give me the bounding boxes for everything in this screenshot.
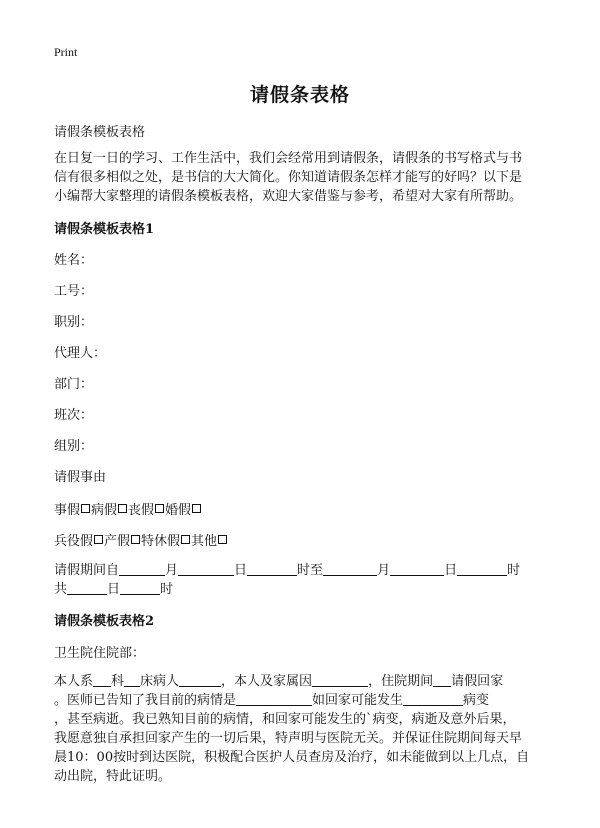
blank-bed[interactable]	[124, 673, 140, 687]
period-label: 请假期间自	[54, 563, 120, 578]
intro-paragraph	[54, 149, 548, 206]
leave-period	[54, 561, 548, 599]
blank-department[interactable]	[93, 673, 111, 687]
period-day-3: 日	[107, 582, 121, 597]
field-shift: 班次：	[54, 408, 94, 423]
leave-period-line-2	[54, 580, 548, 599]
checkbox-marriage[interactable]	[192, 504, 201, 513]
leave-reason-label: 请假事由	[54, 470, 107, 485]
body-line-2	[54, 691, 548, 710]
intro-line-3: 小编帮大家整理的请假条模板表格，欢迎大家借鉴与参考，希望对大家有所帮助。	[54, 189, 523, 204]
checkbox-special[interactable]	[181, 535, 190, 544]
checkbox-maternity[interactable]	[131, 535, 140, 544]
intro-subtitle: 请假条模板表格	[54, 125, 146, 140]
body-text-6: 请假回家	[451, 674, 504, 689]
section1-heading: 请假条模板表格1	[54, 222, 155, 237]
body-line-1	[54, 672, 548, 691]
leave-type-marriage: 婚假	[165, 503, 192, 518]
period-day-1: 日	[234, 563, 248, 578]
leave-type-maternity: 产假	[104, 534, 131, 549]
body-line-5: 晨10：00按时到达医院，积极配合医护人员查房及治疗，如未能做到以上几点，自	[54, 750, 530, 765]
field-department: 部门：	[54, 377, 94, 392]
blank-from-hour[interactable]	[247, 562, 297, 576]
print-label: Print	[54, 45, 78, 59]
body-text-5: ，住院期间	[368, 674, 434, 689]
field-agent: 代理人：	[54, 346, 107, 361]
leave-type-bereavement: 丧假	[128, 503, 155, 518]
document-title: 请假条表格	[249, 84, 350, 106]
body-text-4: ，本人及家属因	[221, 674, 313, 689]
blank-to-day[interactable]	[390, 562, 444, 576]
period-hour-to: 时至	[297, 563, 324, 578]
checkbox-bereavement[interactable]	[155, 504, 164, 513]
period-hour-1: 时	[507, 563, 521, 578]
addressee: 卫生院住院部：	[54, 646, 146, 661]
intro-line-2: 信有很多相似之处，是书信的大大简化。你知道请假条怎样才能写的好吗？以下是	[54, 170, 523, 185]
blank-total-hours[interactable]	[120, 581, 160, 595]
leave-type-other: 其他	[191, 534, 218, 549]
period-month-2: 月	[377, 563, 391, 578]
leave-type-military: 兵役假	[54, 534, 94, 549]
blank-to-month[interactable]	[323, 562, 377, 576]
section2-heading: 请假条模板表格2	[54, 614, 155, 629]
blank-from-day[interactable]	[178, 562, 234, 576]
blank-period[interactable]	[433, 673, 451, 687]
body-text-1: 本人系	[54, 674, 94, 689]
body-line-6: 动出院，特此证明。	[54, 769, 172, 784]
leave-types-row-2	[54, 530, 228, 549]
checkbox-personal[interactable]	[81, 504, 90, 513]
blank-from-month[interactable]	[119, 562, 165, 576]
leave-types-row-1	[54, 499, 202, 518]
field-group: 组别：	[54, 439, 94, 454]
field-name: 姓名：	[54, 253, 94, 268]
leave-period-line-1	[54, 561, 548, 580]
body-text-2: 科	[111, 674, 125, 689]
section2-body	[54, 672, 548, 786]
checkbox-military[interactable]	[94, 535, 103, 544]
field-position: 职别：	[54, 315, 94, 330]
body-line-4: 我愿意独自承担回家产生的一切后果，特声明与医院无关。并保证住院期间每天早	[54, 731, 523, 746]
checkbox-other[interactable]	[218, 535, 227, 544]
blank-total-days[interactable]	[67, 581, 107, 595]
body-text-7: 。医师已告知了我目前的病情是	[54, 693, 237, 708]
blank-reason[interactable]	[312, 673, 368, 687]
body-text-3: 床病人	[140, 674, 180, 689]
period-total: 共	[54, 582, 68, 597]
leave-type-personal: 事假	[54, 503, 81, 518]
body-text-8: 如回家可能发生	[312, 693, 404, 708]
period-day-2: 日	[444, 563, 458, 578]
blank-to-hour[interactable]	[457, 562, 507, 576]
body-text-9: 病变	[463, 693, 490, 708]
blank-possible[interactable]	[403, 692, 463, 706]
blank-condition[interactable]	[236, 692, 312, 706]
body-line-3: ，甚至病逝。我已熟知目前的病情，和回家可能发生的`病变，病逝及意外后果，	[54, 712, 516, 727]
period-month-1: 月	[165, 563, 179, 578]
intro-line-1: 在日复一日的学习、工作生活中，我们会经常用到请假条，请假条的书写格式与书	[54, 151, 523, 166]
period-hour-2: 时	[160, 582, 174, 597]
checkbox-sick[interactable]	[118, 504, 127, 513]
leave-type-sick: 病假	[91, 503, 118, 518]
field-employee-id: 工号：	[54, 284, 94, 299]
blank-patient[interactable]	[179, 673, 221, 687]
leave-type-special: 特休假	[141, 534, 181, 549]
